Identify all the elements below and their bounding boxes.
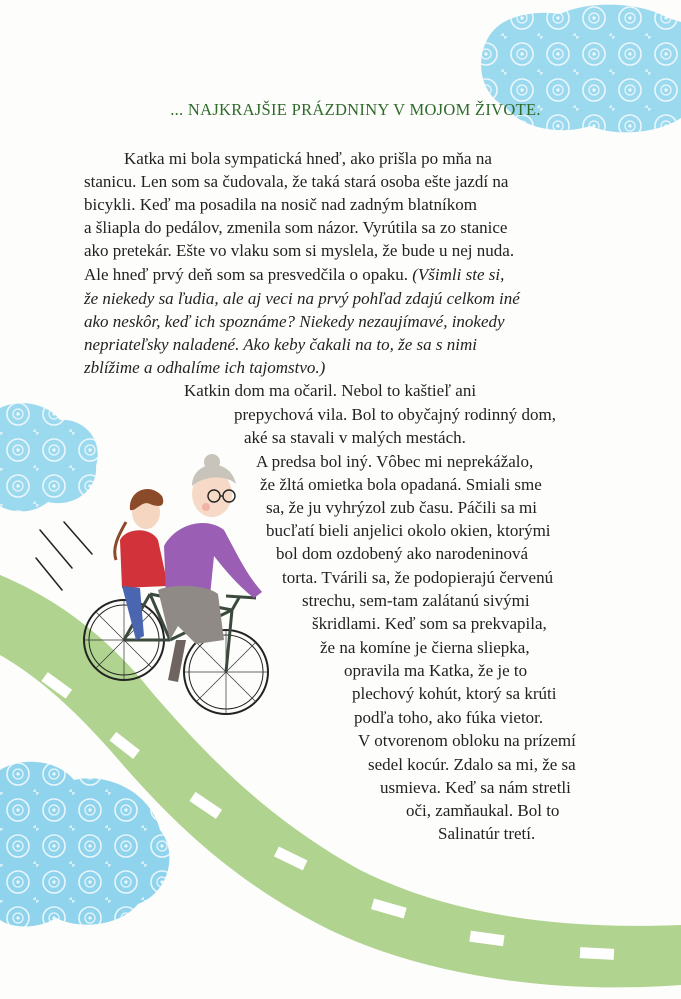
- text-line-content: sa, že ju vyhrýzol zub času. Páčili sa mi: [266, 498, 537, 517]
- text-line-content: že žltá omietka bola opadaná. Smiali sme: [260, 475, 542, 494]
- text-line-content: strechu, sem-tam zalátanú sivými: [302, 591, 530, 610]
- text-line-content: ako pretekár. Ešte vo vlaku som si myslela, že bude u nej nuda.: [84, 241, 515, 260]
- text-line: [266, 522, 551, 539]
- text-line: [256, 453, 533, 470]
- text-line: [184, 382, 476, 399]
- text-line-content: Katkin dom ma očaril. Nebol to kaštieľ ani: [184, 381, 477, 400]
- text-line-content: bucľatí bieli anjelici okolo okien, ktorými: [266, 521, 551, 540]
- text-line-content: že na komíne je čierna sliepka,: [320, 638, 530, 657]
- text-line-content: a šliapla do pedálov, zmenila som názor. Vyrútila sa zo stanice: [84, 218, 508, 237]
- text-line-content: opravila ma Katka, že je to: [344, 661, 528, 680]
- text-line: [312, 615, 547, 632]
- text-line-content: Ale hneď prvý deň som sa presvedčila o opaku.: [84, 265, 413, 284]
- text-line: [266, 499, 537, 516]
- text-line: [368, 756, 576, 773]
- text-line: [244, 429, 466, 446]
- text-line: [234, 406, 556, 423]
- text-line: [260, 476, 542, 493]
- text-line: [84, 196, 477, 213]
- text-line: [84, 313, 505, 330]
- text-line-content: stanicu. Len som sa čudovala, že taká stará osoba ešte jazdí na: [84, 172, 509, 191]
- text-line: [84, 266, 504, 283]
- text-line: [124, 150, 492, 167]
- text-line-content: oči, zamňaukal. Bol to: [406, 801, 560, 820]
- text-line-content: podľa toho, ako fúka vietor.: [354, 708, 544, 727]
- text-line-content: bicykli. Keď ma posadila na nosič nad zadným blatníkom: [84, 195, 477, 214]
- text-line-content: torta. Tvárili sa, že podopierajú červenú: [282, 568, 554, 587]
- text-line-content: bol dom ozdobený ako narodeninová: [276, 544, 529, 563]
- text-line-content: zblížime a odhalíme ich tajomstvo.): [84, 358, 326, 377]
- text-line-italic-tail: (Všimli ste si,: [412, 265, 505, 284]
- text-line-content: škridlami. Keď som sa prekvapila,: [312, 614, 547, 633]
- text-line: [380, 779, 571, 796]
- text-line: [282, 569, 553, 586]
- text-line: [84, 242, 514, 259]
- text-line: [84, 336, 477, 353]
- lace-cloud-icon-left: [0, 403, 98, 511]
- text-line-content: ako neskôr, keď ich spoznáme? Niekedy nezaujímavé, inokedy: [84, 312, 505, 331]
- text-line-content: Katka mi bola sympatická hneď, ako prišla po mňa na: [124, 149, 492, 168]
- text-line-content: A predsa bol iný. Vôbec mi neprekážalo,: [256, 452, 534, 471]
- text-line: [354, 709, 543, 726]
- text-line-content: aké sa stavali v malých mestách.: [244, 428, 466, 447]
- text-line: [84, 359, 325, 376]
- text-line: [344, 662, 527, 679]
- text-line-content: že niekedy sa ľudia, ale aj veci na prvý pohľad zdajú celkom iné: [84, 289, 520, 308]
- text-line: [406, 802, 559, 819]
- text-line-content: V otvorenom obloku na prízemí: [358, 731, 576, 750]
- text-line-content: nepriateľsky naladené. Ako keby čakali na to, že sa s nimi: [84, 335, 477, 354]
- text-line-content: sedel kocúr. Zdalo sa mi, že sa: [368, 755, 576, 774]
- speed-lines: [36, 522, 92, 590]
- text-line-content: plechový kohút, ktorý sa krúti: [352, 684, 557, 703]
- text-line: [84, 290, 520, 307]
- text-line: [84, 219, 507, 236]
- text-line: [320, 639, 530, 656]
- text-line: [302, 592, 530, 609]
- text-line: [438, 825, 535, 842]
- text-line: [358, 732, 576, 749]
- text-line: [352, 685, 556, 702]
- text-line-content: prepychová vila. Bol to obyčajný rodinný dom,: [234, 405, 556, 424]
- text-line: [84, 173, 508, 190]
- text-line-content: usmieva. Keď sa nám stretli: [380, 778, 571, 797]
- text-line-content: Salinatúr tretí.: [438, 824, 536, 843]
- text-line: [276, 545, 528, 562]
- chapter-title: ... NAJKRAJŠIE PRÁZDNINY V MOJOM ŽIVOTE.: [170, 100, 541, 119]
